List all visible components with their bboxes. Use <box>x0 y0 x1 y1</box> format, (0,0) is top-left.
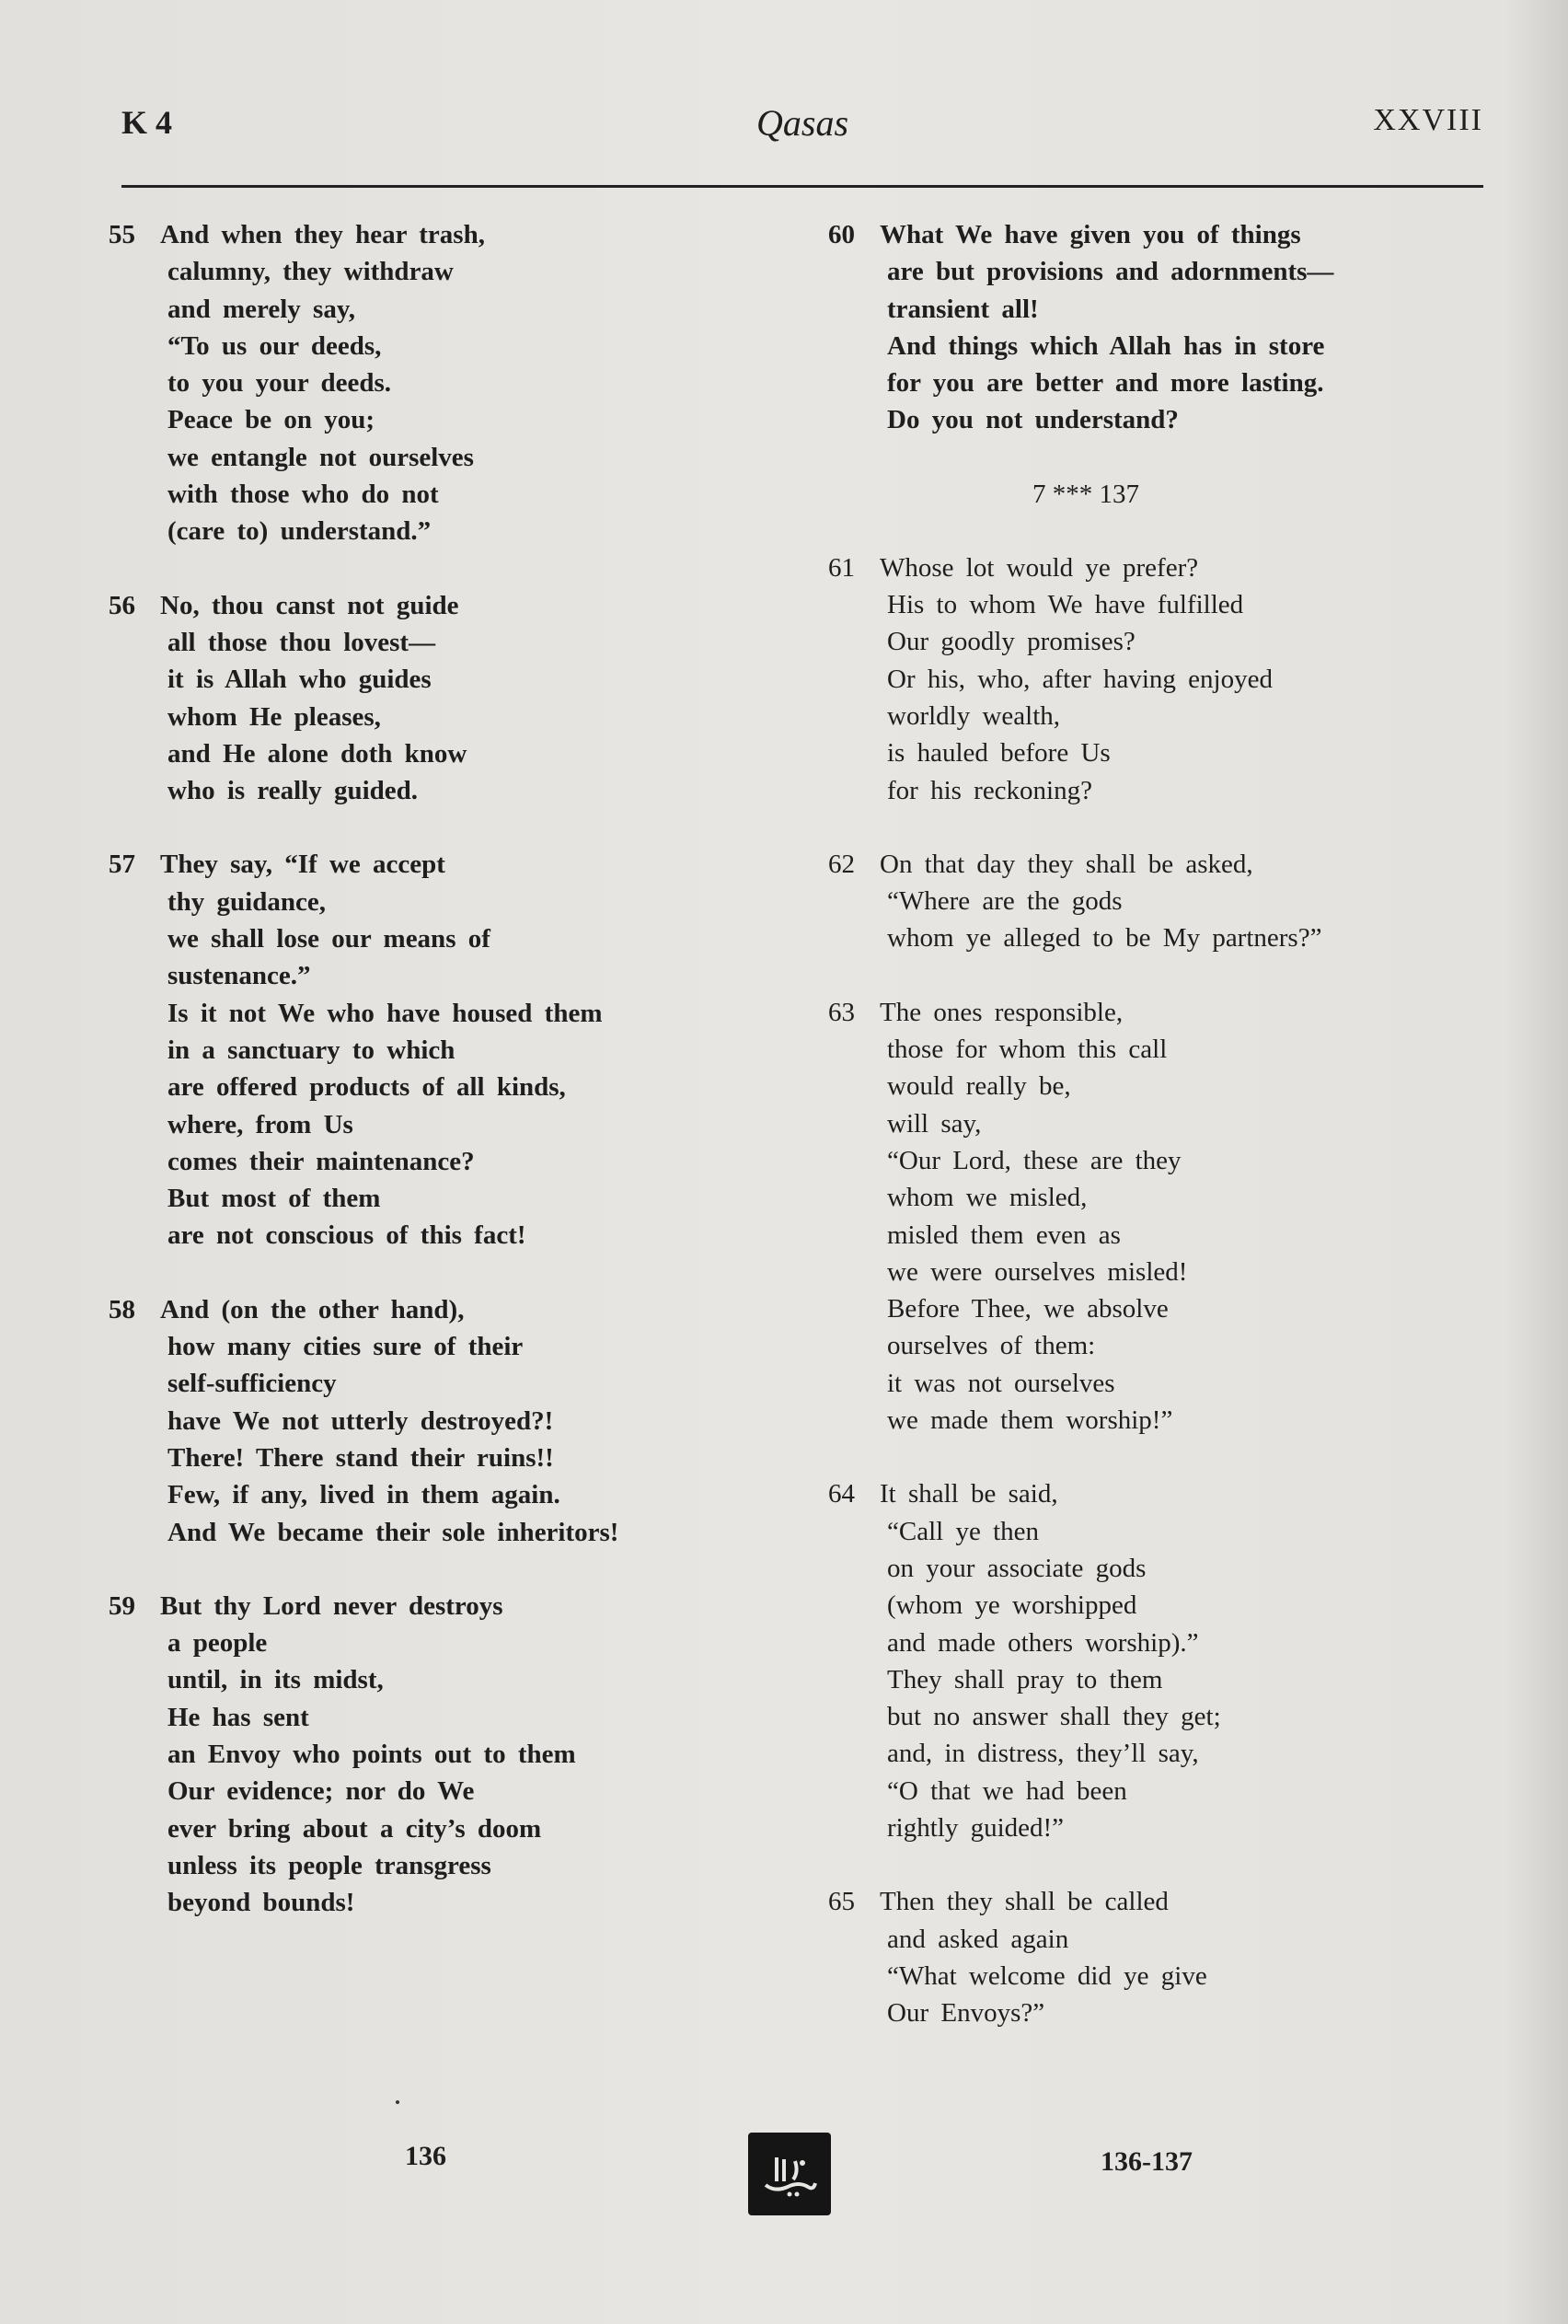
verse-line: Before Thee, we absolve <box>887 1294 1169 1324</box>
surah-title: Qasas <box>755 102 849 144</box>
verse-line: calumny, they withdraw <box>167 257 454 287</box>
verse-line: until, in its midst, <box>167 1665 384 1695</box>
verse-line: for his reckoning? <box>887 775 1092 805</box>
verse-line: beyond bounds! <box>167 1888 355 1918</box>
verse-number: 60 <box>828 220 855 249</box>
verse-line: to you your deeds. <box>167 368 392 399</box>
verse-line: Peace be on you; <box>167 405 375 435</box>
verse-first-line <box>109 1588 753 1624</box>
verse-line: who is really guided. <box>167 776 419 806</box>
verse-first-line <box>109 216 753 253</box>
verse-number: 63 <box>828 997 855 1027</box>
verse-line: all those thou lovest— <box>167 627 436 657</box>
verse-line: and asked again <box>887 1924 1069 1954</box>
verse-line: with those who do not <box>167 480 439 510</box>
verse-line: is hauled before Us <box>887 738 1111 769</box>
verse-line: comes their maintenance? <box>167 1146 475 1176</box>
verse-number: 57 <box>109 850 135 880</box>
verse-62 <box>828 846 1491 957</box>
verse-line: But most of them <box>167 1184 381 1214</box>
verse-line: sustenance.” <box>167 961 311 991</box>
verse-line: how many cities sure of their <box>167 1332 524 1362</box>
verse-line: whom ye alleged to be My partners?” <box>887 923 1322 954</box>
verse-text: And when they hear trash, <box>160 220 485 249</box>
publisher-logo <box>748 2133 831 2215</box>
verse-text: It shall be said, <box>880 1479 1058 1509</box>
verse-line: are but provisions and adornments— <box>887 257 1334 287</box>
verse-line: Our goodly promises? <box>887 627 1136 657</box>
verse-first-line <box>109 1291 753 1328</box>
verse-line: have We not utterly destroyed?! <box>167 1405 554 1436</box>
verse-line: but no answer shall they get; <box>887 1702 1221 1732</box>
page-header <box>121 103 1483 158</box>
verse-line: and He alone doth know <box>167 738 467 769</box>
verse-first-line <box>828 1475 1491 1512</box>
verse-line: where, from Us <box>167 1109 353 1139</box>
verse-line: we entangle not ourselves <box>167 442 474 472</box>
header-rule <box>121 185 1483 188</box>
verse-line: ever bring about a city’s doom <box>167 1813 542 1844</box>
verse-line: will say, <box>887 1108 982 1139</box>
verse-line: those for whom this call <box>887 1035 1168 1065</box>
section-marker: 7 *** 137 <box>1032 479 1139 509</box>
verse-line: are not conscious of this fact! <box>167 1220 526 1251</box>
verse-line: Our Envoys?” <box>887 1998 1045 2029</box>
verse-number: 56 <box>109 590 135 620</box>
verse-line: Do you not understand? <box>887 405 1179 435</box>
page-number: 136 <box>405 2141 446 2171</box>
verse-line: Few, if any, lived in them again. <box>167 1480 560 1510</box>
verse-line: it is Allah who guides <box>167 665 432 695</box>
verse-line: and merely say, <box>167 294 355 324</box>
left-column <box>109 216 753 1958</box>
verse-line: His to whom We have fulfilled <box>887 590 1244 620</box>
calligraphy-logo-icon <box>756 2141 823 2207</box>
verse-line: thy guidance, <box>167 886 326 917</box>
verse-line: we shall lose our means of <box>167 924 490 954</box>
verse-first-line <box>828 549 1491 586</box>
verse-line: “Where are the gods <box>887 886 1123 917</box>
right-column <box>828 216 1491 2068</box>
verse-line: And things which Allah has in store <box>887 330 1325 361</box>
verse-line: Our evidence; nor do We <box>167 1776 475 1807</box>
verse-text: What We have given you of things <box>880 220 1301 249</box>
verse-text: Then they shall be called <box>880 1887 1169 1917</box>
verse-line: (whom ye worshipped <box>887 1590 1137 1621</box>
verse-line: and made others worship).” <box>887 1627 1199 1658</box>
verse-text: They say, “If we accept <box>160 850 445 880</box>
verse-line: Or his, who, after having enjoyed <box>887 664 1273 694</box>
verse-61 <box>828 549 1491 809</box>
verse-55 <box>109 216 753 550</box>
verse-57 <box>109 846 753 1254</box>
verse-60 <box>828 216 1491 439</box>
verse-line: on your associate gods <box>887 1553 1147 1583</box>
verse-line: a people <box>167 1628 268 1659</box>
verse-line: “Call ye then <box>887 1516 1040 1546</box>
page-range: 136-137 <box>1101 2146 1193 2177</box>
verse-first-line <box>828 846 1491 883</box>
verse-number: 61 <box>828 552 855 583</box>
verse-line: in a sanctuary to which <box>167 1035 455 1065</box>
verse-line: we were ourselves misled! <box>887 1256 1188 1287</box>
verse-64 <box>828 1475 1491 1846</box>
verse-65 <box>828 1883 1491 2031</box>
verse-56 <box>109 587 753 810</box>
verse-line: misled them even as <box>887 1220 1121 1250</box>
verse-number: 64 <box>828 1479 855 1509</box>
verse-line: “To us our deeds, <box>167 330 382 361</box>
verse-first-line <box>828 1883 1491 1920</box>
verse-line: and, in distress, they’ll say, <box>887 1739 1199 1769</box>
section-code: K 4 <box>121 104 173 141</box>
verse-line: it was not ourselves <box>887 1368 1115 1398</box>
surah-number: XXVIII <box>1373 103 1483 137</box>
verse-line: “Our Lord, these are they <box>887 1145 1182 1175</box>
verse-line: And We became their sole inheritors! <box>167 1517 619 1547</box>
verse-line: transient all! <box>887 294 1039 324</box>
verse-line: we made them worship!” <box>887 1405 1173 1436</box>
verse-number: 58 <box>109 1294 135 1324</box>
verse-number: 62 <box>828 849 855 879</box>
verse-63 <box>828 994 1491 1439</box>
verse-text: But thy Lord never destroys <box>160 1590 503 1621</box>
verse-line: worldly wealth, <box>887 700 1061 731</box>
verse-text: The ones responsible, <box>880 997 1124 1027</box>
verse-line: They shall pray to them <box>887 1664 1163 1694</box>
verse-text: And (on the other hand), <box>160 1294 465 1324</box>
verse-line: for you are better and more lasting. <box>887 368 1324 399</box>
verse-line: whom we misled, <box>887 1183 1088 1213</box>
verse-line: are offered products of all kinds, <box>167 1072 566 1103</box>
verse-text: On that day they shall be asked, <box>880 849 1253 879</box>
verse-line: would really be, <box>887 1071 1071 1102</box>
verse-line: unless its people transgress <box>167 1850 491 1880</box>
verse-59 <box>109 1588 753 1922</box>
verse-line: ourselves of them: <box>887 1331 1096 1361</box>
verse-first-line <box>828 994 1491 1031</box>
verse-text: Whose lot would ye prefer? <box>880 552 1199 583</box>
verse-number: 65 <box>828 1887 855 1917</box>
verse-number: 59 <box>109 1590 135 1621</box>
verse-text: No, thou canst not guide <box>160 590 459 620</box>
verse-58 <box>109 1291 753 1551</box>
verse-line: “What welcome did ye give <box>887 1960 1207 1991</box>
verse-line: There! There stand their ruins!! <box>167 1442 554 1473</box>
verse-line: whom He pleases, <box>167 701 381 732</box>
verse-line: He has sent <box>167 1702 309 1732</box>
verse-line: self-sufficiency <box>167 1369 337 1399</box>
verse-line: “O that we had been <box>887 1775 1127 1806</box>
verse-first-line <box>109 587 753 624</box>
speck <box>396 2100 399 2104</box>
verse-first-line <box>828 216 1491 253</box>
verse-line: (care to) understand.” <box>167 516 432 547</box>
verse-line: rightly guided!” <box>887 1812 1065 1843</box>
verse-line: an Envoy who points out to them <box>167 1739 576 1769</box>
verse-first-line <box>109 846 753 883</box>
verse-line: Is it not We who have housed them <box>167 998 603 1028</box>
verse-number: 55 <box>109 220 135 249</box>
